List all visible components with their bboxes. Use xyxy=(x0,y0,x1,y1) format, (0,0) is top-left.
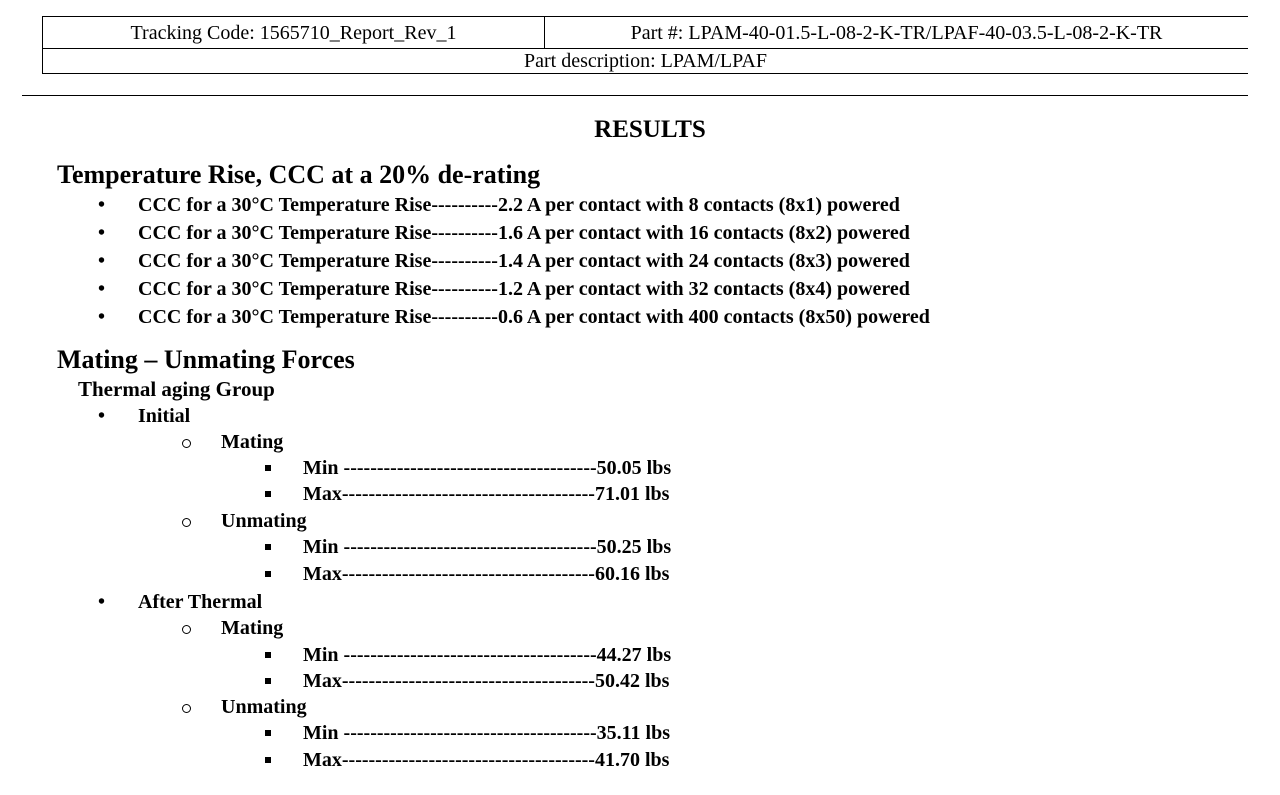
square-bullet-icon xyxy=(265,571,271,577)
square-bullet-icon xyxy=(265,544,271,550)
mating-label: Mating xyxy=(221,431,284,453)
circle-bullet-icon xyxy=(182,625,191,634)
square-bullet-icon xyxy=(265,652,271,658)
list-item: CCC for a 30°C Temperature Rise----------1.6 A per contact with 16 contacts (8x2) powered xyxy=(138,222,910,244)
circle-bullet-icon xyxy=(182,439,191,448)
initial-label: Initial xyxy=(138,405,191,427)
bullet-icon: • xyxy=(98,591,106,613)
force-min: Min --------------------------------------50.05 lbs xyxy=(303,457,672,479)
tracking-code: Tracking Code: 1565710_Report_Rev_1 xyxy=(43,17,545,48)
square-bullet-icon xyxy=(265,491,271,497)
bullet-icon: • xyxy=(98,194,106,216)
force-min: Min --------------------------------------50.25 lbs xyxy=(303,536,672,558)
results-title: RESULTS xyxy=(594,116,706,143)
force-max: Max--------------------------------------50.42 lbs xyxy=(303,670,670,692)
list-item: CCC for a 30°C Temperature Rise----------2.2 A per contact with 8 contacts (8x1) powered xyxy=(138,194,900,216)
force-max: Max--------------------------------------71.01 lbs xyxy=(303,483,670,505)
bullet-icon: • xyxy=(98,250,106,272)
force-max: Max--------------------------------------41.70 lbs xyxy=(303,749,670,771)
bullet-icon: • xyxy=(98,306,106,328)
square-bullet-icon xyxy=(265,678,271,684)
force-min: Min --------------------------------------44.27 lbs xyxy=(303,644,672,666)
after-thermal-label: After Thermal xyxy=(138,591,263,613)
forces-heading: Mating – Unmating Forces xyxy=(57,345,355,374)
list-item: CCC for a 30°C Temperature Rise----------1.2 A per contact with 32 contacts (8x4) powered xyxy=(138,278,910,300)
part-description: Part description: LPAM/LPAF xyxy=(524,50,767,72)
force-min: Min --------------------------------------35.11 lbs xyxy=(303,722,671,744)
force-max: Max--------------------------------------60.16 lbs xyxy=(303,563,670,585)
header-row-1 xyxy=(43,17,1248,49)
mating-label: Mating xyxy=(221,617,284,639)
square-bullet-icon xyxy=(265,730,271,736)
bullet-icon: • xyxy=(98,405,106,427)
bullet-icon: • xyxy=(98,222,106,244)
square-bullet-icon xyxy=(265,757,271,763)
bullet-icon: • xyxy=(98,278,106,300)
circle-bullet-icon xyxy=(182,518,191,527)
circle-bullet-icon xyxy=(182,704,191,713)
square-bullet-icon xyxy=(265,465,271,471)
unmating-label: Unmating xyxy=(221,510,307,532)
divider xyxy=(22,95,1248,96)
list-item: CCC for a 30°C Temperature Rise----------0.6 A per contact with 400 contacts (8x50) powered xyxy=(138,306,930,328)
header-table xyxy=(42,16,1248,74)
part-number: Part #: LPAM-40-01.5-L-08-2-K-TR/LPAF-40-03.5-L-08-2-K-TR xyxy=(630,22,1163,44)
group-heading: Thermal aging Group xyxy=(78,377,275,401)
list-item: CCC for a 30°C Temperature Rise----------1.4 A per contact with 24 contacts (8x3) powered xyxy=(138,250,910,272)
unmating-label: Unmating xyxy=(221,696,307,718)
temperature-heading: Temperature Rise, CCC at a 20% de-rating xyxy=(57,160,541,189)
